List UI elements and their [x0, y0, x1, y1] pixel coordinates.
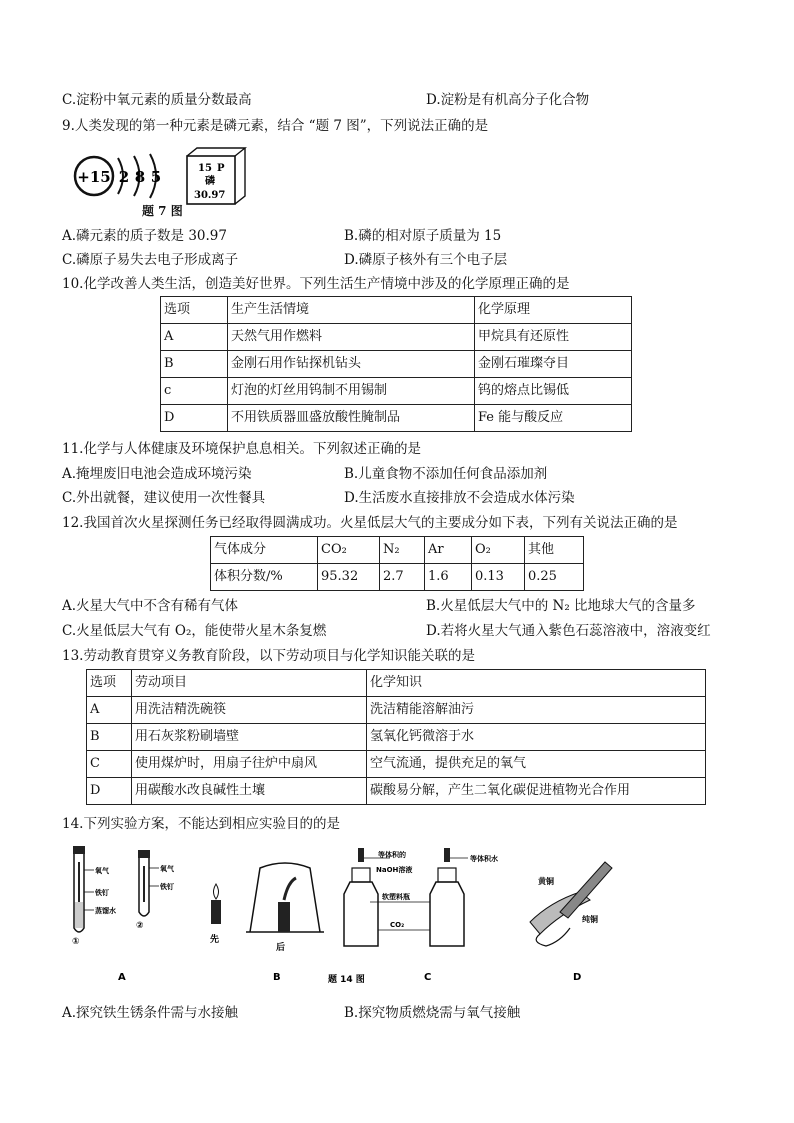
table-header-cell: 选项 [161, 297, 228, 324]
table-cell: 用石灰浆粉刷墙壁 [132, 724, 367, 751]
table-cell: B [87, 724, 132, 751]
table-row [161, 405, 632, 432]
table-cell: 天然气用作燃料 [228, 324, 475, 351]
q12-option-c: C.火星低层大气有 O₂，能使带火星木条复燃 [62, 623, 327, 639]
table-header-cell: 气体成分 [211, 537, 318, 564]
q9-option-d: D.磷原子核外有三个电子层 [344, 252, 508, 268]
figure-14-experiments [60, 842, 620, 992]
q14-option-b: B.探究物质燃烧需与氧气接触 [344, 1005, 521, 1021]
label-a-nail-1: 铁钉 [95, 889, 109, 897]
option-d-starch: D.淀粉是有机高分子化合物 [426, 92, 590, 108]
q11-option-a: A.掩埋废旧电池会造成环境污染 [62, 466, 252, 482]
table-cell: 用洗洁精洗碗筷 [132, 697, 367, 724]
table-cell: 空气流通，提供充足的氧气 [367, 751, 706, 778]
shell-1-count: 2 [118, 168, 130, 186]
label-a-water: 蒸馏水 [95, 907, 116, 915]
question-13: 13.劳动教育贯穿义务教育阶段，以下劳动项目与化学知识能关联的是 [62, 648, 475, 664]
periodic-table-cell [185, 146, 247, 206]
table-row [87, 778, 706, 805]
table-cell: 碳酸易分解，产生二氧化碳促进植物光合作用 [367, 778, 706, 805]
q11-option-c: C.外出就餐，建议使用一次性餐具 [62, 490, 266, 506]
atomic-mass: 30.97 [194, 190, 226, 201]
table-header-cell: 化学原理 [475, 297, 632, 324]
table-cell: 使用煤炉时，用扇子往炉中扇风 [132, 751, 367, 778]
option-c-starch: C.淀粉中氧元素的质量分数最高 [62, 92, 252, 108]
question-14: 14.下列实验方案，不能达到相应实验目的的是 [62, 816, 340, 832]
table-cell: 氢氧化钙微溶于水 [367, 724, 706, 751]
shell-2-count: 8 [134, 168, 146, 186]
label-letter-a: A [118, 972, 126, 983]
label-d-copper: 纯铜 [582, 915, 598, 924]
table-q13 [86, 669, 706, 805]
table-cell: 金刚石用作钻探机钻头 [228, 351, 475, 378]
tube-1-number: ① [72, 937, 80, 947]
shell-3-count: 5 [150, 168, 162, 186]
label-letter-d: D [573, 972, 582, 983]
table-cell: D [161, 405, 228, 432]
table-cell: 甲烷具有还原性 [475, 324, 632, 351]
table-header-cell: Ar [425, 537, 472, 564]
table-header-row [161, 297, 632, 324]
experiment-a-test-tubes [72, 846, 175, 947]
table-cell: B [161, 351, 228, 378]
table-q12 [210, 536, 584, 591]
q9-option-a: A.磷元素的质子数是 30.97 [62, 228, 227, 244]
table-cell: c [161, 378, 228, 405]
label-c-equal-volume: 等体积的 [378, 851, 406, 859]
question-12: 12.我国首次火星探测任务已经取得圆满成功。火星低层大气的主要成分如下表，下列有关说法正确的是 [62, 515, 678, 531]
figure-7-caption: 题 7 图 [142, 204, 183, 218]
table-header-cell: N₂ [380, 537, 425, 564]
table-header-cell: CO₂ [318, 537, 380, 564]
label-c-co2: CO₂ [390, 921, 405, 929]
label-d-brass: 黄铜 [538, 877, 554, 886]
table-row [161, 378, 632, 405]
table-cell: 0.25 [525, 564, 584, 591]
table-header-cell: 生产生活情境 [228, 297, 475, 324]
label-b-after: 后 [276, 943, 286, 953]
tube-2-number: ② [136, 921, 144, 931]
element-symbol: P [217, 163, 225, 174]
label-a-oxygen-1: 氧气 [95, 867, 109, 875]
label-a-oxygen-2: 氧气 [160, 865, 174, 873]
table-row [87, 751, 706, 778]
table-cell: 1.6 [425, 564, 472, 591]
label-c-bottle: 软塑料瓶 [382, 893, 410, 901]
table-header-cell: O₂ [472, 537, 525, 564]
table-row [87, 697, 706, 724]
label-letter-c: C [424, 972, 432, 983]
table-cell: 灯泡的灯丝用钨制不用锡制 [228, 378, 475, 405]
table-cell: 2.7 [380, 564, 425, 591]
table-cell: 金刚石璀璨夺目 [475, 351, 632, 378]
q12-option-a: A.火星大气中不含有稀有气体 [62, 598, 239, 614]
table-header-cell: 选项 [87, 670, 132, 697]
label-letter-b: B [273, 972, 281, 983]
table-cell: A [87, 697, 132, 724]
q12-option-b: B.火星低层大气中的 N₂ 比地球大气的含量多 [426, 598, 696, 614]
table-cell: 用碳酸水改良碱性土壤 [132, 778, 367, 805]
q9-option-b: B.磷的相对原子质量为 15 [344, 228, 502, 244]
table-cell: 体积分数/% [211, 564, 318, 591]
q11-option-b: B.儿童食物不添加任何食品添加剂 [344, 466, 548, 482]
table-row [87, 724, 706, 751]
label-b-before: 先 [210, 935, 220, 945]
table-row [161, 324, 632, 351]
table-cell: D [87, 778, 132, 805]
table-cell: 95.32 [318, 564, 380, 591]
table-q10 [160, 296, 632, 432]
table-cell: 钨的熔点比锡低 [475, 378, 632, 405]
table-cell: C [87, 751, 132, 778]
label-c-naoh: NaOH溶液 [376, 866, 413, 874]
q12-option-d: D.若将火星大气通入紫色石蕊溶液中，溶液变红 [426, 623, 711, 639]
q14-option-a: A.探究铁生锈条件需与水接触 [62, 1005, 239, 1021]
experiment-b-candle [210, 863, 324, 953]
experiment-c-bottles [344, 848, 498, 946]
table-header-cell: 劳动项目 [132, 670, 367, 697]
table-header-row [211, 537, 584, 564]
table-header-row [87, 670, 706, 697]
q11-option-d: D.生活废水直接排放不会造成水体污染 [344, 490, 575, 506]
table-cell: 洗洁精能溶解油污 [367, 697, 706, 724]
q9-option-c: C.磷原子易失去电子形成离子 [62, 252, 239, 268]
question-11: 11.化学与人体健康及环境保护息息相关。下列叙述正确的是 [62, 441, 421, 457]
element-name: 磷 [205, 176, 215, 187]
table-cell: Fe 能与酸反应 [475, 405, 632, 432]
label-c-water: 等体积水 [470, 855, 498, 863]
question-9: 9.人类发现的第一种元素是磷元素，结合 “题 7 图”，下列说法正确的是 [62, 118, 489, 134]
nucleus-charge: +15 [77, 168, 111, 186]
table-row [161, 351, 632, 378]
experiment-d-scratch [530, 862, 612, 946]
table-row [211, 564, 584, 591]
table-cell: 0.13 [472, 564, 525, 591]
table-header-cell: 其他 [525, 537, 584, 564]
figure-14-caption: 题 14 图 [328, 975, 365, 985]
atomic-number: 15 [198, 163, 212, 174]
table-cell: 不用铁质器皿盛放酸性腌制品 [228, 405, 475, 432]
phosphorus-atom-diagram [72, 150, 172, 202]
table-header-cell: 化学知识 [367, 670, 706, 697]
table-cell: A [161, 324, 228, 351]
label-a-nail-2: 铁钉 [160, 883, 174, 891]
question-10: 10.化学改善人类生活，创造美好世界。下列生活生产情境中涉及的化学原理正确的是 [62, 276, 570, 292]
